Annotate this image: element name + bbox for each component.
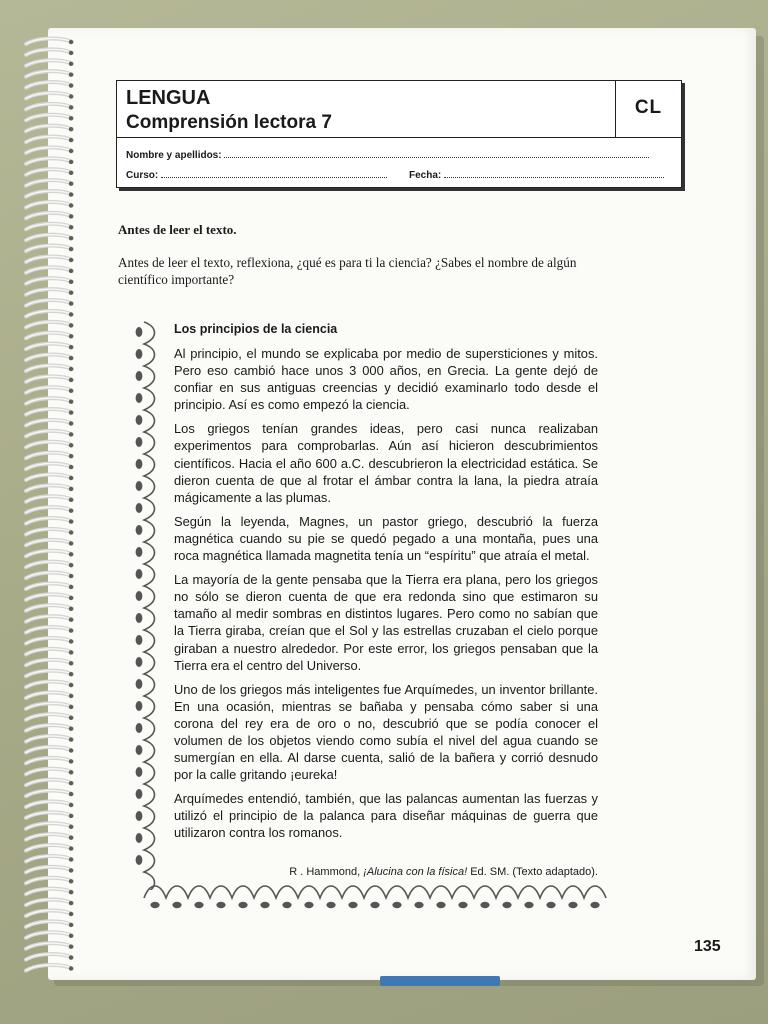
ornament-leaf (414, 902, 423, 908)
worksheet-subtitle: Comprensión lectora 7 (126, 112, 332, 133)
spiral-coil (26, 965, 73, 971)
ornament-leaf (172, 902, 181, 908)
spiral-coil (26, 867, 73, 873)
ornament-leaf (590, 902, 599, 908)
spiral-coil (26, 224, 73, 230)
spiral-coil (26, 736, 73, 742)
spiral-coil (26, 573, 73, 579)
ornament-leaf (136, 415, 143, 425)
course-field[interactable] (161, 169, 387, 178)
spiral-coil (26, 627, 73, 633)
ornament-leaf (136, 393, 143, 403)
spiral-coil (26, 845, 73, 851)
spiral-coil (26, 496, 73, 502)
spiral-coil (26, 409, 73, 415)
ornament-leaf (136, 701, 143, 711)
ornament-leaf (458, 902, 467, 908)
instructions-body: Antes de leer el texto, reflexiona, ¿qué es para ti la ciencia? ¿Sabes el nombre de algún científico importante? (118, 255, 577, 287)
spiral-coil (26, 605, 73, 611)
spiral-coil (26, 954, 73, 960)
spiral-coil (26, 900, 73, 906)
spiral-coil (26, 365, 73, 371)
course-field-row (126, 169, 387, 181)
spiral-coil (26, 104, 73, 110)
citation-work: ¡Alucina con la física! (363, 866, 468, 878)
spiral-coil (26, 660, 73, 666)
spiral-coil (26, 300, 73, 306)
spiral-coil (26, 780, 73, 786)
spiral-coil (26, 529, 73, 535)
spiral-coil (26, 551, 73, 557)
ornament-leaf (136, 745, 143, 755)
course-label: Curso: (126, 170, 159, 181)
spiral-coil (26, 540, 73, 546)
spiral-coil (26, 823, 73, 829)
spiral-coil (26, 714, 73, 720)
ornament-leaf (136, 657, 143, 667)
spiral-coil (26, 267, 73, 273)
blue-cover-edge (380, 976, 500, 986)
citation-rest: Ed. SM. (Texto adaptado). (467, 866, 598, 878)
spiral-binding-icon (0, 30, 80, 980)
ornament-leaf (502, 902, 511, 908)
ornament-leaf (136, 811, 143, 821)
spiral-coil (26, 278, 73, 284)
spiral-coil (26, 671, 73, 677)
spiral-coil (26, 398, 73, 404)
ornament-leaf (136, 833, 143, 843)
reading-paragraph-3: Según la leyenda, Magnes, un pastor griego, descubrió la fuerza magnética cuando su pie se quedó pegado a una montaña, pues una roca magnética llamada magnetita tenía un “espíritu” que atraía el metal. (174, 513, 598, 564)
name-label: Nombre y apellidos: (126, 150, 222, 161)
spiral-coil (26, 943, 73, 949)
spiral-coil (26, 616, 73, 622)
ornament-leaf (136, 679, 143, 689)
ornament-frame-bottom-icon (140, 878, 610, 918)
spiral-coil (26, 387, 73, 393)
ornament-leaf (304, 902, 313, 908)
ornament-frame-left-icon (128, 320, 168, 890)
ornament-leaf (136, 723, 143, 733)
spiral-coil (26, 71, 73, 77)
reading-paragraph-6: Arquímedes entendió, también, que las palancas aumentan las fuerzas y utilizó el principio de la palanca para diseñar máquinas de guerra que utilizaron contra los romanos. (174, 791, 598, 841)
ornament-leaf (136, 767, 143, 777)
spiral-coil (26, 158, 73, 164)
spiral-coil (26, 355, 73, 361)
spiral-coil (26, 703, 73, 709)
worksheet-code: CL (634, 97, 663, 118)
ornament-leaf (370, 902, 379, 908)
spiral-coil (26, 202, 73, 208)
spiral-coil (26, 812, 73, 818)
ornament-leaf (568, 902, 577, 908)
ornament-leaf (136, 591, 143, 601)
spiral-coil (26, 638, 73, 644)
reading-paragraph-4: La mayoría de la gente pensaba que la Tierra era plana, pero los griegos no sólo se dieron cuenta de que era redonda sino que estimaron su tamaño al medir sombras en distintos lugares. Pero como no sabían que la Tierra giraba, creían que el Sol y las estrellas cruzaban el cielo porque giraban a nuestro alrededor. Por este error, los griegos pensaban que la Tierra era el centro del Universo. (174, 572, 598, 673)
ornament-leaf (216, 902, 225, 908)
ornament-leaf (136, 569, 143, 579)
reading-paragraph-2: Los griegos tenían grandes ideas, pero casi nunca realizaban experimentos para comprobarlas. Aún así hicieron descubrimientos científicos. Hacia el año 600 a.C. descubrieron la electricidad estática. Se dieron cuenta de que al frotar el ámbar contra la lana, la piedra atraía mágicamente a las plumas. (174, 421, 598, 505)
spiral-coil (26, 93, 73, 99)
spiral-coil (26, 594, 73, 600)
spiral-coil (26, 518, 73, 524)
spiral-coil (26, 333, 73, 339)
spiral-coil (26, 49, 73, 55)
ornament-leaf (136, 613, 143, 623)
ornament-leaf (136, 371, 143, 381)
spiral-coil (26, 311, 73, 317)
spiral-coil (26, 126, 73, 132)
spiral-coil (26, 682, 73, 688)
ornament-leaf (136, 855, 143, 865)
spiral-coil (26, 376, 73, 382)
citation (174, 866, 598, 878)
spiral-coil (26, 801, 73, 807)
spiral-coil (26, 692, 73, 698)
spiral-coil (26, 322, 73, 328)
ornament-leaf (480, 902, 489, 908)
spiral-coil (26, 583, 73, 589)
instructions-title: Antes de leer el texto. (118, 222, 237, 237)
spiral-coil (26, 82, 73, 88)
spiral-coil (26, 932, 73, 938)
ornament-leaf (136, 327, 143, 337)
spiral-coil (26, 235, 73, 241)
spiral-coil (26, 213, 73, 219)
reading-paragraph-5: Uno de los griegos más inteligentes fue Arquímedes, un inventor brillante. En una ocasión, mientras se bañaba y pensaba cómo saber si una corona del rey era de oro o no, descubrió que se podía conocer el volumen de los objetos viendo como subía el nivel del agua cuando se sumergían en ella. Al darse cuenta, salió de la bañera y corrió desnudo por la calle gritando ¡eureka! (174, 681, 598, 783)
ornament-leaf (136, 349, 143, 359)
ornament-leaf (136, 789, 143, 799)
spiral-coil (26, 507, 73, 513)
spiral-coil (26, 769, 73, 775)
spiral-coil (26, 420, 73, 426)
spiral-coil (26, 289, 73, 295)
spiral-coil (26, 725, 73, 731)
spiral-coil (26, 453, 73, 459)
code-cell (615, 81, 681, 138)
reading-title: Los principios de la ciencia (174, 322, 338, 336)
ornament-leaf (436, 902, 445, 908)
spiral-coil (26, 431, 73, 437)
ornament-leaf (136, 437, 143, 447)
spiral-coil (26, 834, 73, 840)
spiral-coil (26, 878, 73, 884)
ornament-leaf (150, 902, 159, 908)
spiral-coil (26, 791, 73, 797)
spiral-coil (26, 889, 73, 895)
spiral-coil (26, 169, 73, 175)
ornament-leaf (282, 902, 291, 908)
spiral-coil (26, 562, 73, 568)
ornament-leaf (326, 902, 335, 908)
spiral-coil (26, 485, 73, 491)
ornament-leaf (238, 902, 247, 908)
spiral-coil (26, 180, 73, 186)
spiral-coil (26, 147, 73, 153)
spiral-coil (26, 649, 73, 655)
ornament-leaf (136, 635, 143, 645)
date-field-row (409, 169, 664, 181)
ornament-leaf (136, 481, 143, 491)
name-field-row (126, 149, 649, 161)
spiral-coil (26, 474, 73, 480)
spiral-coil (26, 344, 73, 350)
ornament-leaf (136, 525, 143, 535)
spiral-coil (26, 758, 73, 764)
spiral-coil (26, 442, 73, 448)
ornament-leaf (348, 902, 357, 908)
citation-author: R . Hammond, (289, 866, 364, 878)
ornament-leaf (136, 547, 143, 557)
ornament-leaf (524, 902, 533, 908)
spiral-coil (26, 747, 73, 753)
reading-text (174, 322, 598, 849)
header-title-row (117, 81, 681, 138)
date-field[interactable] (444, 169, 664, 178)
spiral-coil (26, 115, 73, 121)
spiral-coil (26, 921, 73, 927)
ornament-leaf (136, 459, 143, 469)
ornament-leaf (136, 503, 143, 513)
spiral-coil (26, 856, 73, 862)
spiral-coil (26, 137, 73, 143)
spiral-coil (26, 38, 73, 44)
spiral-coil (26, 910, 73, 916)
ornament-leaf (194, 902, 203, 908)
ornament-leaf (392, 902, 401, 908)
date-label: Fecha: (409, 170, 442, 181)
spiral-coil (26, 256, 73, 262)
ornament-leaf (260, 902, 269, 908)
spiral-coil (26, 60, 73, 66)
ornament-leaf (546, 902, 555, 908)
spiral-coil (26, 464, 73, 470)
reading-paragraph-1: Al principio, el mundo se explicaba por medio de supersticiones y mitos. Pero eso cambió hace unos 3 000 años, en Grecia. La gente dejó de confiar en sus antiguas creencias y decidió examinarlo todo desde el principio. Así es como empezó la ciencia. (174, 346, 598, 413)
spiral-coil (26, 246, 73, 252)
spiral-coil (26, 191, 73, 197)
name-field[interactable] (224, 149, 649, 158)
worksheet-header (116, 80, 682, 188)
page-number: 135 (694, 938, 721, 955)
subject-title: LENGUA (126, 87, 211, 109)
